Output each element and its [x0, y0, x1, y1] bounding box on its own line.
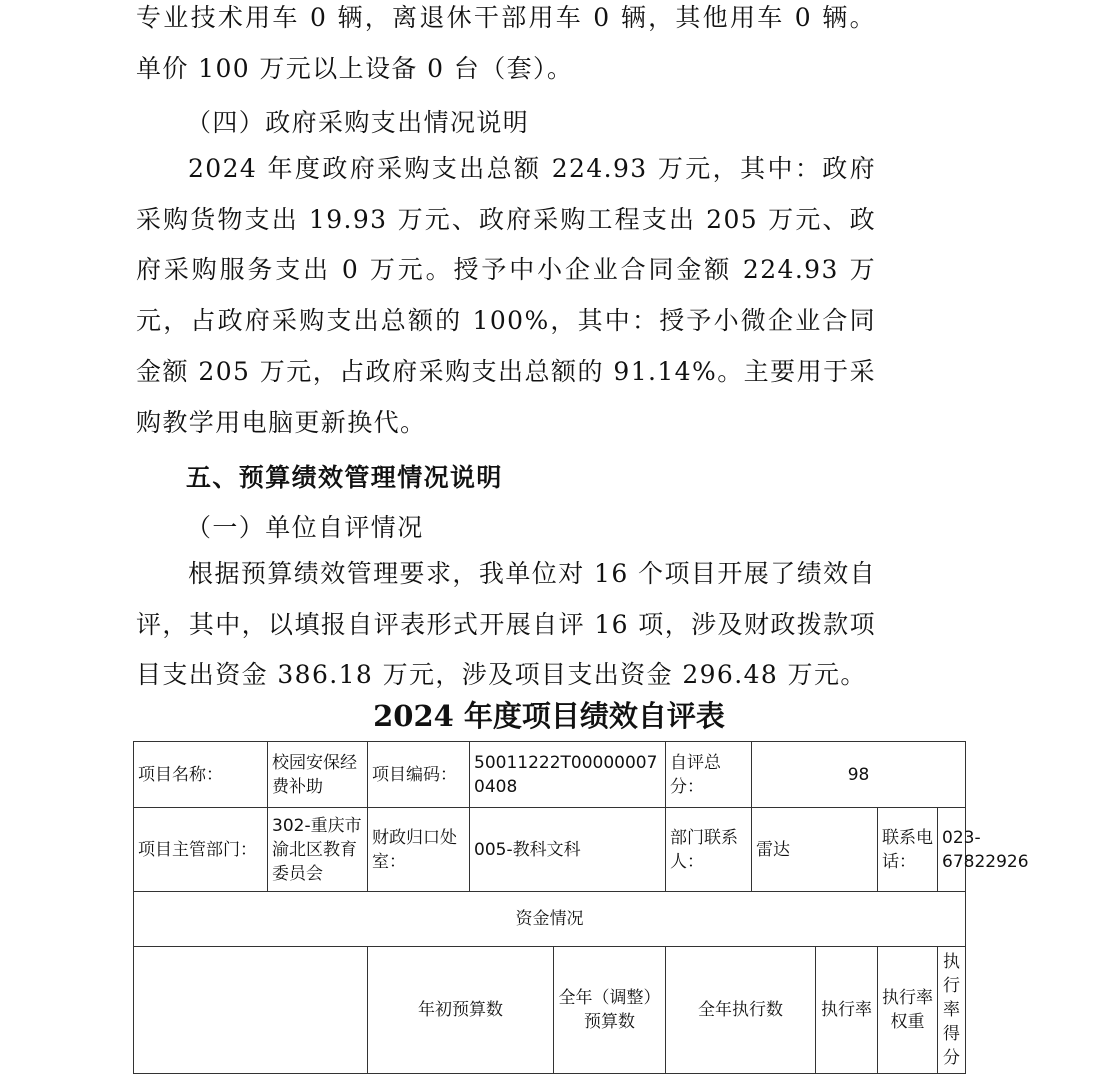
phone-number: 023-67822926 — [938, 808, 966, 892]
finance-office: 005-教科文科 — [470, 808, 666, 892]
paragraph-procurement: 2024 年度政府采购支出总额 224.93 万元，其中：政府采购货物支出 19.93 万元、政府采购工程支出 205 万元、政府采购服务支出 0 万元。授予中小企业合同金额 224.93 万元，占政府采购支出总额的 100%，其中：授予小微企业合同金额 205 万元，占政府采购支出总额的 91.14%。主要用于采购教学用电脑更新换代。 — [136, 154, 876, 437]
heading-self-evaluation: （一）单位自评情况 — [186, 513, 424, 542]
label-contact: 部门联系人： — [666, 808, 752, 892]
project-code: 50011222T000000070408 — [470, 742, 666, 808]
col-rate-score: 执行率得分 — [938, 947, 966, 1074]
label-self-score: 自评总分： — [666, 742, 752, 808]
heading-performance-management: 五、预算绩效管理情况说明 — [186, 463, 503, 492]
performance-table — [133, 741, 1029, 1074]
label-dept: 项目主管部门： — [134, 808, 268, 892]
heading-government-procurement: （四）政府采购支出情况说明 — [186, 108, 530, 137]
col-initial-budget: 年初预算数 — [368, 947, 554, 1074]
label-project-code: 项目编码： — [368, 742, 470, 808]
label-finance-office: 财政归口处室： — [368, 808, 470, 892]
self-score: 98 — [752, 742, 966, 808]
funds-blank — [134, 947, 368, 1074]
table-title: 2024 年度项目绩效自评表 — [373, 699, 725, 733]
col-executed: 全年执行数 — [666, 947, 816, 1074]
col-adjusted-budget: 全年（调整）预算数 — [554, 947, 666, 1074]
funds-header: 资金情况 — [134, 892, 966, 947]
col-rate-weight: 执行率权重 — [878, 947, 938, 1074]
project-name: 校园安保经费补助 — [268, 742, 368, 808]
label-phone: 联系电话： — [878, 808, 938, 892]
col-exec-rate: 执行率 — [816, 947, 878, 1074]
dept-name: 302-重庆市渝北区教育委员会 — [268, 808, 368, 892]
label-project-name: 项目名称： — [134, 742, 268, 808]
paragraph-self-evaluation: 根据预算绩效管理要求，我单位对 16 个项目开展了绩效自评，其中，以填报自评表形式开展自评 16 项，涉及财政拨款项目支出资金 386.18 万元，涉及项目支出资金 296.48 万元。 — [136, 559, 876, 690]
paragraph-vehicles: 专业技术用车 0 辆，离退休干部用车 0 辆，其他用车 0 辆。单价 100 万元以上设备 0 台（套）。 — [136, 3, 876, 83]
contact-name: 雷达 — [752, 808, 878, 892]
